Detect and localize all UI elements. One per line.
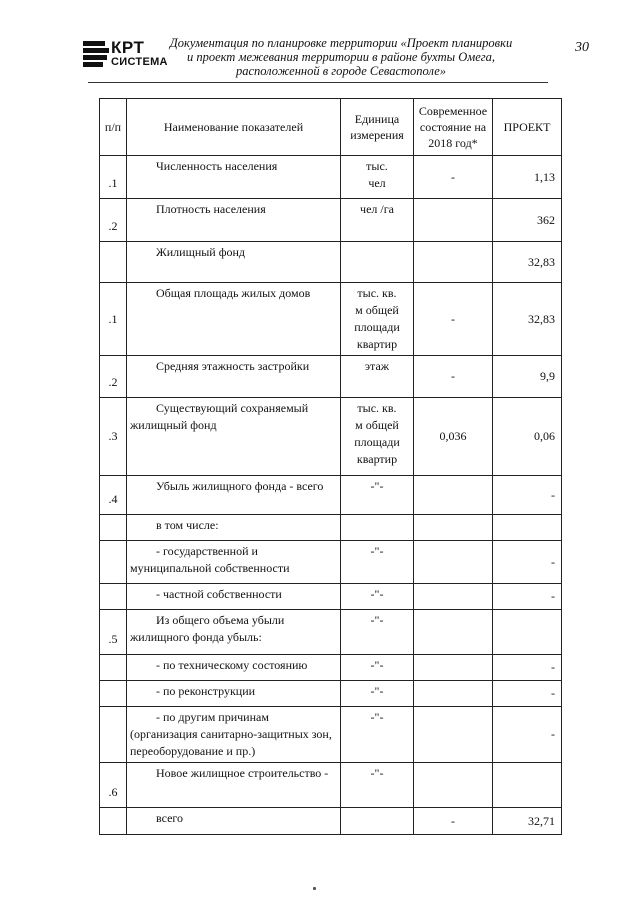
indicator-name-line: в том числе: bbox=[156, 518, 219, 532]
row-number bbox=[100, 541, 127, 584]
project-value: - bbox=[493, 584, 562, 610]
indicator-name-line: - частной собственности bbox=[156, 587, 282, 601]
table-row bbox=[100, 283, 562, 356]
unit-cell bbox=[341, 476, 414, 515]
current-value bbox=[414, 199, 493, 242]
unit-line: -"- bbox=[370, 544, 384, 558]
row-number: .4 bbox=[100, 476, 127, 515]
indicator-name bbox=[127, 655, 341, 681]
indicator-name bbox=[127, 681, 341, 707]
page-number: 30 bbox=[575, 40, 589, 55]
indicator-name-line: всего bbox=[156, 811, 184, 825]
current-value: 0,036 bbox=[414, 398, 493, 476]
indicator-name-line: - государственной и bbox=[156, 544, 258, 558]
unit-line: м общей bbox=[355, 418, 399, 432]
indicator-name bbox=[127, 707, 341, 763]
header-unit-line: измерения bbox=[350, 128, 404, 142]
indicator-name bbox=[127, 808, 341, 835]
current-value bbox=[414, 476, 493, 515]
row-number bbox=[100, 584, 127, 610]
unit-cell bbox=[341, 655, 414, 681]
document-title-line: и проект межевания территории в районе бухты Омега, bbox=[186, 50, 496, 64]
table-row bbox=[100, 356, 562, 398]
table-row bbox=[100, 515, 562, 541]
current-value: - bbox=[414, 356, 493, 398]
unit-cell bbox=[341, 199, 414, 242]
document-title-line: расположенной в городе Севастополе» bbox=[235, 64, 447, 78]
project-value: 32,71 bbox=[493, 808, 562, 835]
unit-cell bbox=[341, 541, 414, 584]
unit-cell bbox=[341, 707, 414, 763]
indicator-name bbox=[127, 156, 341, 199]
unit-cell bbox=[341, 610, 414, 655]
project-value: - bbox=[493, 655, 562, 681]
row-number: .2 bbox=[100, 199, 127, 242]
table-row bbox=[100, 707, 562, 763]
unit-cell bbox=[341, 156, 414, 199]
current-value: - bbox=[414, 808, 493, 835]
table-header-row bbox=[100, 99, 562, 156]
table-row bbox=[100, 476, 562, 515]
project-value bbox=[493, 610, 562, 655]
unit-cell bbox=[341, 763, 414, 808]
unit-line: -"- bbox=[370, 587, 384, 601]
table-row bbox=[100, 541, 562, 584]
indicator-name-line: Общая площадь жилых домов bbox=[156, 286, 311, 300]
current-value bbox=[414, 610, 493, 655]
unit-line: площади bbox=[354, 320, 400, 334]
unit-cell bbox=[341, 584, 414, 610]
logo-top-text: КРТ bbox=[111, 38, 145, 57]
unit-cell bbox=[341, 283, 414, 356]
row-number bbox=[100, 242, 127, 283]
current-value bbox=[414, 541, 493, 584]
project-value: - bbox=[493, 476, 562, 515]
project-value: - bbox=[493, 707, 562, 763]
unit-line: тыс. кв. bbox=[357, 286, 397, 300]
indicator-name-line: Из общего объема убыли bbox=[156, 613, 285, 627]
header-project: ПРОЕКТ bbox=[493, 99, 562, 156]
indicator-name-line: Убыль жилищного фонда - всего bbox=[156, 479, 324, 493]
unit-cell bbox=[341, 242, 414, 283]
current-value bbox=[414, 707, 493, 763]
project-value: 0,06 bbox=[493, 398, 562, 476]
unit-cell bbox=[341, 808, 414, 835]
table-row bbox=[100, 610, 562, 655]
unit-line: -"- bbox=[370, 710, 384, 724]
unit-cell bbox=[341, 515, 414, 541]
indicator-name-line: Новое жилищное строительство - bbox=[156, 766, 329, 780]
table-row bbox=[100, 242, 562, 283]
table-row bbox=[100, 156, 562, 199]
table-row bbox=[100, 655, 562, 681]
unit-line: -"- bbox=[370, 613, 384, 627]
indicator-name-line: жилищный фонд bbox=[130, 418, 217, 432]
project-value: 32,83 bbox=[493, 242, 562, 283]
row-number bbox=[100, 808, 127, 835]
row-number: .2 bbox=[100, 356, 127, 398]
header-unit-line: Единица bbox=[354, 112, 400, 126]
indicator-name bbox=[127, 610, 341, 655]
project-value: - bbox=[493, 681, 562, 707]
logo-bars-icon bbox=[83, 41, 109, 69]
project-value: 362 bbox=[493, 199, 562, 242]
table-row bbox=[100, 808, 562, 835]
logo bbox=[83, 38, 168, 73]
row-number bbox=[100, 655, 127, 681]
header-unit bbox=[341, 99, 414, 156]
unit-line: квартир bbox=[356, 337, 398, 351]
current-value bbox=[414, 763, 493, 808]
unit-line: -"- bbox=[370, 766, 384, 780]
project-value bbox=[493, 515, 562, 541]
row-number: .1 bbox=[100, 283, 127, 356]
row-number bbox=[100, 515, 127, 541]
unit-cell bbox=[341, 681, 414, 707]
indicator-name bbox=[127, 584, 341, 610]
current-value bbox=[414, 515, 493, 541]
logo-text bbox=[111, 39, 168, 68]
scan-mark bbox=[313, 887, 316, 890]
header-current-line: 2018 год* bbox=[428, 136, 478, 150]
unit-cell bbox=[341, 398, 414, 476]
current-value bbox=[414, 681, 493, 707]
indicator-name bbox=[127, 356, 341, 398]
unit-line: м общей bbox=[355, 303, 399, 317]
indicator-name-line: - по реконструкции bbox=[156, 684, 256, 698]
document-title bbox=[165, 36, 517, 78]
logo-bottom-text: СИСТЕМА bbox=[111, 56, 168, 68]
table-row bbox=[100, 398, 562, 476]
indicator-name bbox=[127, 398, 341, 476]
unit-line: -"- bbox=[370, 684, 384, 698]
row-number bbox=[100, 707, 127, 763]
unit-line: площади bbox=[354, 435, 400, 449]
indicator-name bbox=[127, 283, 341, 356]
indicator-name bbox=[127, 541, 341, 584]
indicator-name bbox=[127, 763, 341, 808]
document-title-line: Документация по планировке территории «Проект планировки bbox=[169, 36, 513, 50]
unit-line: -"- bbox=[370, 658, 384, 672]
table-row bbox=[100, 199, 562, 242]
header-divider bbox=[88, 82, 548, 83]
project-value: 9,9 bbox=[493, 356, 562, 398]
indicator-name-line: муниципальной собственности bbox=[130, 561, 290, 575]
header-current-line: Современное bbox=[418, 104, 488, 118]
header-current-line: состояние на bbox=[419, 120, 487, 134]
row-number: .1 bbox=[100, 156, 127, 199]
indicator-name-line: - по техническому состоянию bbox=[156, 658, 308, 672]
indicator-name bbox=[127, 242, 341, 283]
indicator-name bbox=[127, 515, 341, 541]
table-row bbox=[100, 681, 562, 707]
project-value: - bbox=[493, 541, 562, 584]
row-number bbox=[100, 681, 127, 707]
project-value: 32,83 bbox=[493, 283, 562, 356]
unit-line: этаж bbox=[364, 359, 390, 373]
project-value: 1,13 bbox=[493, 156, 562, 199]
indicator-name-line: (организация санитарно-защитных зон, bbox=[130, 727, 332, 741]
row-number: .6 bbox=[100, 763, 127, 808]
unit-line: тыс. кв. bbox=[357, 401, 397, 415]
unit-line: тыс. bbox=[366, 159, 388, 173]
table-body bbox=[100, 156, 562, 835]
header-current bbox=[414, 99, 493, 156]
indicator-name-line: жилищного фонда убыль: bbox=[130, 630, 262, 644]
unit-line: чел /га bbox=[360, 202, 394, 216]
unit-line: -"- bbox=[370, 479, 384, 493]
indicator-name-line: Существующий сохраняемый bbox=[156, 401, 309, 415]
unit-line: квартир bbox=[356, 452, 398, 466]
indicator-name-line: Численность населения bbox=[156, 159, 278, 173]
header-name: Наименование показателей bbox=[127, 99, 341, 156]
indicator-name-line: переоборудование и пр.) bbox=[130, 744, 256, 758]
project-value bbox=[493, 763, 562, 808]
table-row bbox=[100, 763, 562, 808]
indicators-table bbox=[99, 98, 562, 835]
indicator-name-line: - по другим причинам bbox=[156, 710, 269, 724]
row-number: .3 bbox=[100, 398, 127, 476]
header-num: п/п bbox=[100, 99, 127, 156]
current-value bbox=[414, 655, 493, 681]
current-value: - bbox=[414, 156, 493, 199]
unit-cell bbox=[341, 356, 414, 398]
indicator-name-line: Средняя этажность застройки bbox=[156, 359, 310, 373]
unit-line: чел bbox=[368, 176, 386, 190]
indicator-name-line: Жилищный фонд bbox=[156, 245, 246, 259]
row-number: .5 bbox=[100, 610, 127, 655]
indicator-name bbox=[127, 476, 341, 515]
current-value bbox=[414, 242, 493, 283]
current-value bbox=[414, 584, 493, 610]
table-row bbox=[100, 584, 562, 610]
current-value: - bbox=[414, 283, 493, 356]
indicator-name-line: Плотность населения bbox=[156, 202, 266, 216]
indicator-name bbox=[127, 199, 341, 242]
